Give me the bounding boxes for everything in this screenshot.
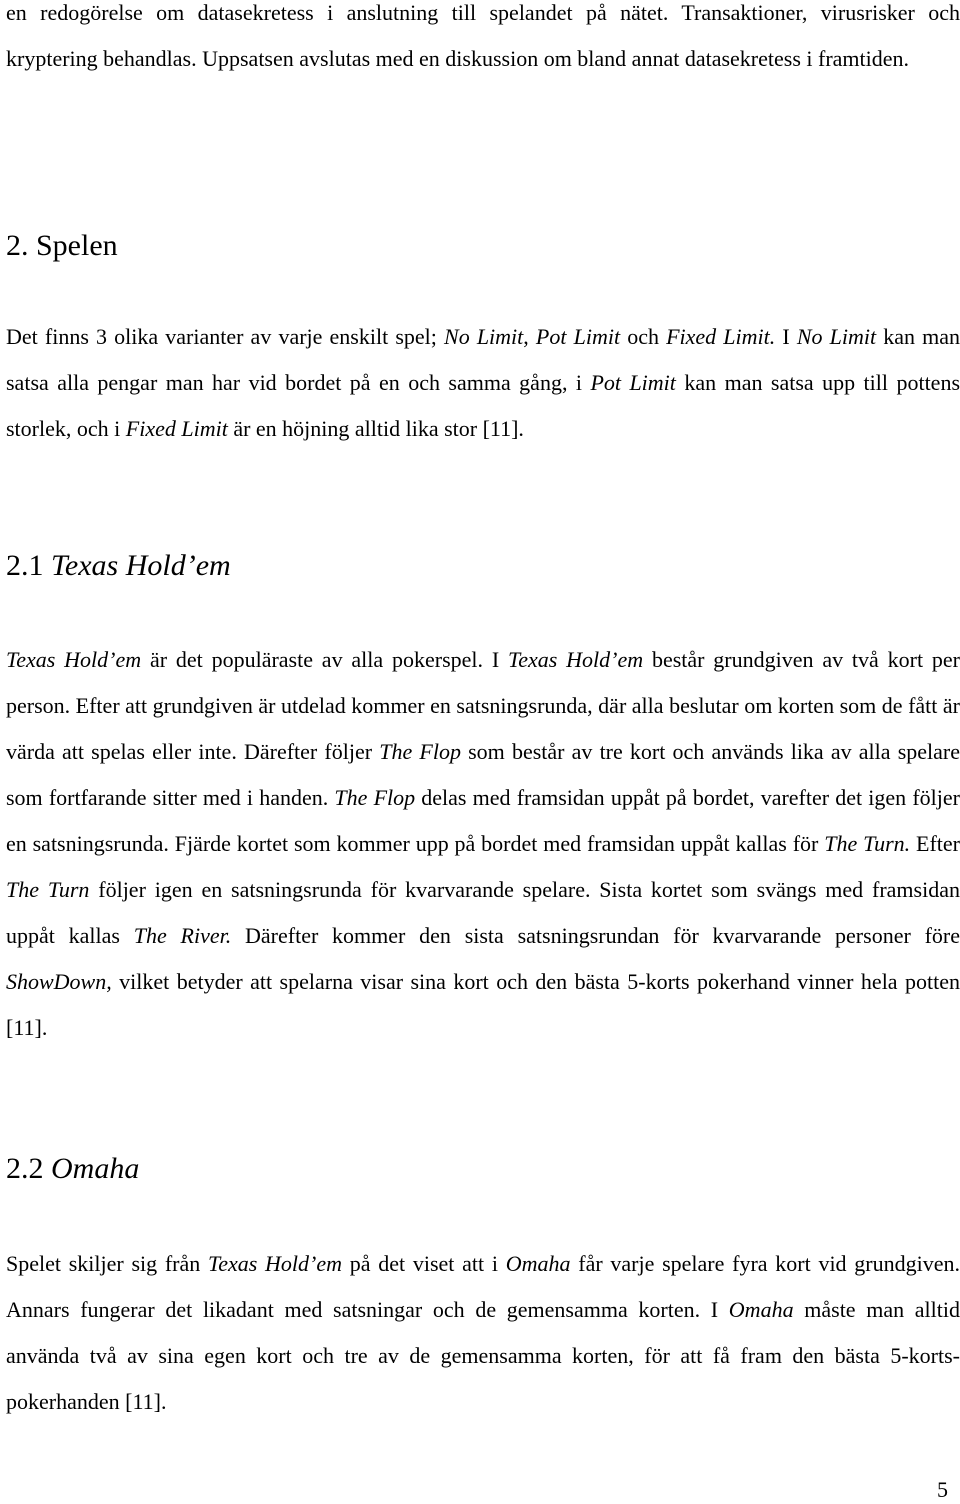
emphasis: The Turn <box>6 877 90 902</box>
text-run: kan man satsa alla pengar man har vid bordet på en och samma gång, i <box>6 324 960 395</box>
emphasis: The River. <box>133 923 232 948</box>
paragraph-texas-holdem <box>6 637 960 1051</box>
section-title: Texas Hold’em <box>51 549 231 582</box>
emphasis: Pot Limit <box>535 324 621 349</box>
emphasis: ShowDown, <box>6 969 112 994</box>
emphasis: The Flop <box>334 785 416 810</box>
text-run: måste man alltid använda två av sina egen kort och tre av de gemensamma korten, för att få fram den bästa 5-korts-pokerhanden [11]. <box>6 1297 960 1414</box>
section-title: Omaha <box>51 1152 140 1185</box>
text-run: är en höjning alltid lika stor [11]. <box>227 416 524 441</box>
emphasis: Omaha <box>728 1297 794 1322</box>
emphasis: No Limit <box>444 324 524 349</box>
intro-text: en redogörelse om datasekretess i anslutning till spelandet på nätet. Transaktioner, virusrisker och kryptering behandlas. Uppsatsen avslutas med en diskussion om bland annat datasekretess i framtiden. <box>6 0 960 71</box>
text-run: som består av tre kort och används lika av alla spelare som fortfarande sitter med i handen. <box>6 739 960 810</box>
emphasis: Fixed Limit <box>125 416 228 441</box>
text-run: , <box>523 324 536 349</box>
text-run: Spelet skiljer sig från <box>6 1251 208 1276</box>
section-number: 2.2 <box>6 1152 44 1185</box>
text-run: följer igen en satsningsrunda för kvarvarande spelare. Sista kortet som svängs med framsidan uppåt kallas <box>6 877 960 948</box>
text-run: är det populäraste av alla pokerspel. I <box>141 647 508 672</box>
text-run: vilket betyder att spelarna visar sina kort och den bästa 5-korts pokerhand vinner hela potten [11]. <box>6 969 960 1040</box>
paragraph-limit-variants <box>6 314 960 452</box>
emphasis: Texas Hold’em <box>208 1251 343 1276</box>
emphasis: Texas Hold’em <box>508 647 644 672</box>
text-run: består grundgiven av två kort per person. Efter att grundgiven är utdelad kommer en satsningsrunda, där alla beslutar om korten som de fått är värda att spelas eller inte. Därefter följer <box>6 647 960 764</box>
emphasis: Fixed Limit. <box>666 324 776 349</box>
text-run: Därefter kommer den sista satsningsrundan för kvarvarande personer före <box>231 923 960 948</box>
text-run: Efter <box>910 831 960 856</box>
emphasis: Pot Limit <box>590 370 676 395</box>
emphasis: The Flop <box>379 739 461 764</box>
section-number: 2.1 <box>6 549 44 582</box>
paragraph-omaha <box>6 1241 960 1425</box>
section-title: Spelen <box>36 229 118 262</box>
text-run: kan man satsa upp till pottens storlek, och i <box>6 370 960 441</box>
emphasis: The Turn. <box>824 831 911 856</box>
section-number: 2. <box>6 229 29 262</box>
text-run: på det viset att i <box>342 1251 506 1276</box>
text-run: och <box>620 324 667 349</box>
section-heading-2-2 <box>6 1149 139 1189</box>
emphasis: Omaha <box>505 1251 571 1276</box>
text-run: får varje spelare fyra kort vid grundgiven. Annars fungerar det likadant med satsningar och de gemensamma korten. I <box>6 1251 960 1322</box>
page-number: 5 <box>937 1477 948 1502</box>
intro-paragraph <box>6 0 960 82</box>
section-heading-2 <box>6 226 118 266</box>
text-run: Det finns 3 olika varianter av varje enskilt spel; <box>6 324 445 349</box>
text-run: delas med framsidan uppåt på bordet, varefter det igen följer en satsningsrunda. Fjärde kortet som kommer upp på bordet med framsidan uppåt kallas för <box>6 785 960 856</box>
emphasis: Texas Hold’em <box>6 647 142 672</box>
section-heading-2-1 <box>6 546 231 586</box>
text-run: I <box>775 324 797 349</box>
emphasis: No Limit <box>796 324 877 349</box>
